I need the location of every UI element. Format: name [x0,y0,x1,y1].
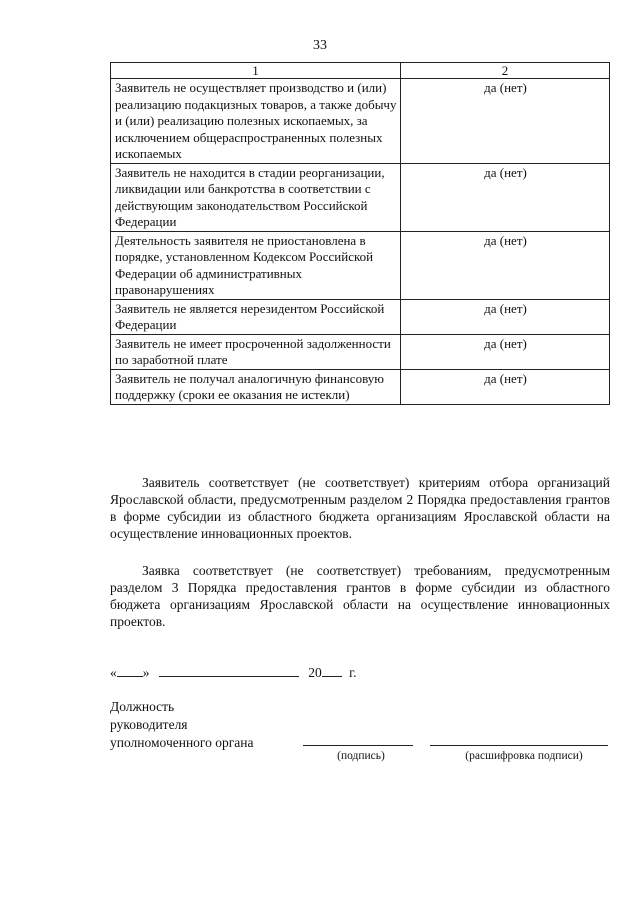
position-line-3: уполномоченного органа [110,735,254,750]
close-quote: » [142,665,150,680]
year-prefix: 20 [308,665,322,680]
table-row [111,369,610,404]
conformity-paragraph-criteria: Заявитель соответствует (не соответствует) критериям отбора организаций Ярославской области, предусмотренным разделом 2 Порядка предоставления грантов в форме субсидии из областного бюджета организациям Ярославской области на осуществление инновационных проектов. [110,475,610,541]
answer-cell: да (нет) [401,79,610,164]
signature-caption: (подпись) [337,750,385,762]
answer-cell: да (нет) [401,163,610,231]
year-blank[interactable] [322,664,342,677]
criterion-cell: Заявитель не находится в стадии реорганизации, ликвидации или банкротства в соответствии с действующим законодательством Российской Федерации [111,163,401,231]
conformity-paragraph-requirements: Заявка соответствует (не соответствует) требованиям, предусмотренным разделом 3 Порядка предоставления грантов в форме субсидии из областного бюджета организациям Ярославской области на осуществление инновационных проектов. [110,563,610,629]
table-row [111,231,610,299]
month-blank[interactable] [159,664,299,677]
table-header-row [111,63,610,79]
criteria-table [110,62,610,405]
signature-blank[interactable] [303,745,413,746]
position-line-2: руководителя [110,717,188,732]
answer-cell: да (нет) [401,299,610,334]
column-header-1: 1 [111,63,401,79]
signature-decode-blank[interactable] [430,745,608,746]
criterion-cell: Деятельность заявителя не приостановлена в порядке, установленном Кодексом Российской Федерации об административных правонарушениях [111,231,401,299]
table-row [111,163,610,231]
signature-decode-caption: (расшифровка подписи) [465,750,583,762]
criterion-cell: Заявитель не осуществляет производство и (или) реализацию подакцизных товаров, а также добычу и (или) реализацию полезных ископаемых, за исключением общераспространенных полезных ископаемых [111,79,401,164]
column-header-2: 2 [401,63,610,79]
table-row [111,334,610,369]
criterion-cell: Заявитель не является нерезидентом Российской Федерации [111,299,401,334]
date-line [110,664,357,681]
open-quote: « [110,665,117,680]
table-row [111,299,610,334]
answer-cell: да (нет) [401,369,610,404]
answer-cell: да (нет) [401,231,610,299]
table-row [111,79,610,164]
page-number: 33 [313,38,327,53]
position-block [110,698,254,752]
answer-cell: да (нет) [401,334,610,369]
position-line-1: Должность [110,699,175,714]
criterion-cell: Заявитель не имеет просроченной задолженности по заработной плате [111,334,401,369]
criterion-cell: Заявитель не получал аналогичную финансовую поддержку (сроки ее оказания не истекли) [111,369,401,404]
year-suffix: г. [349,665,357,680]
day-blank[interactable] [117,664,143,677]
